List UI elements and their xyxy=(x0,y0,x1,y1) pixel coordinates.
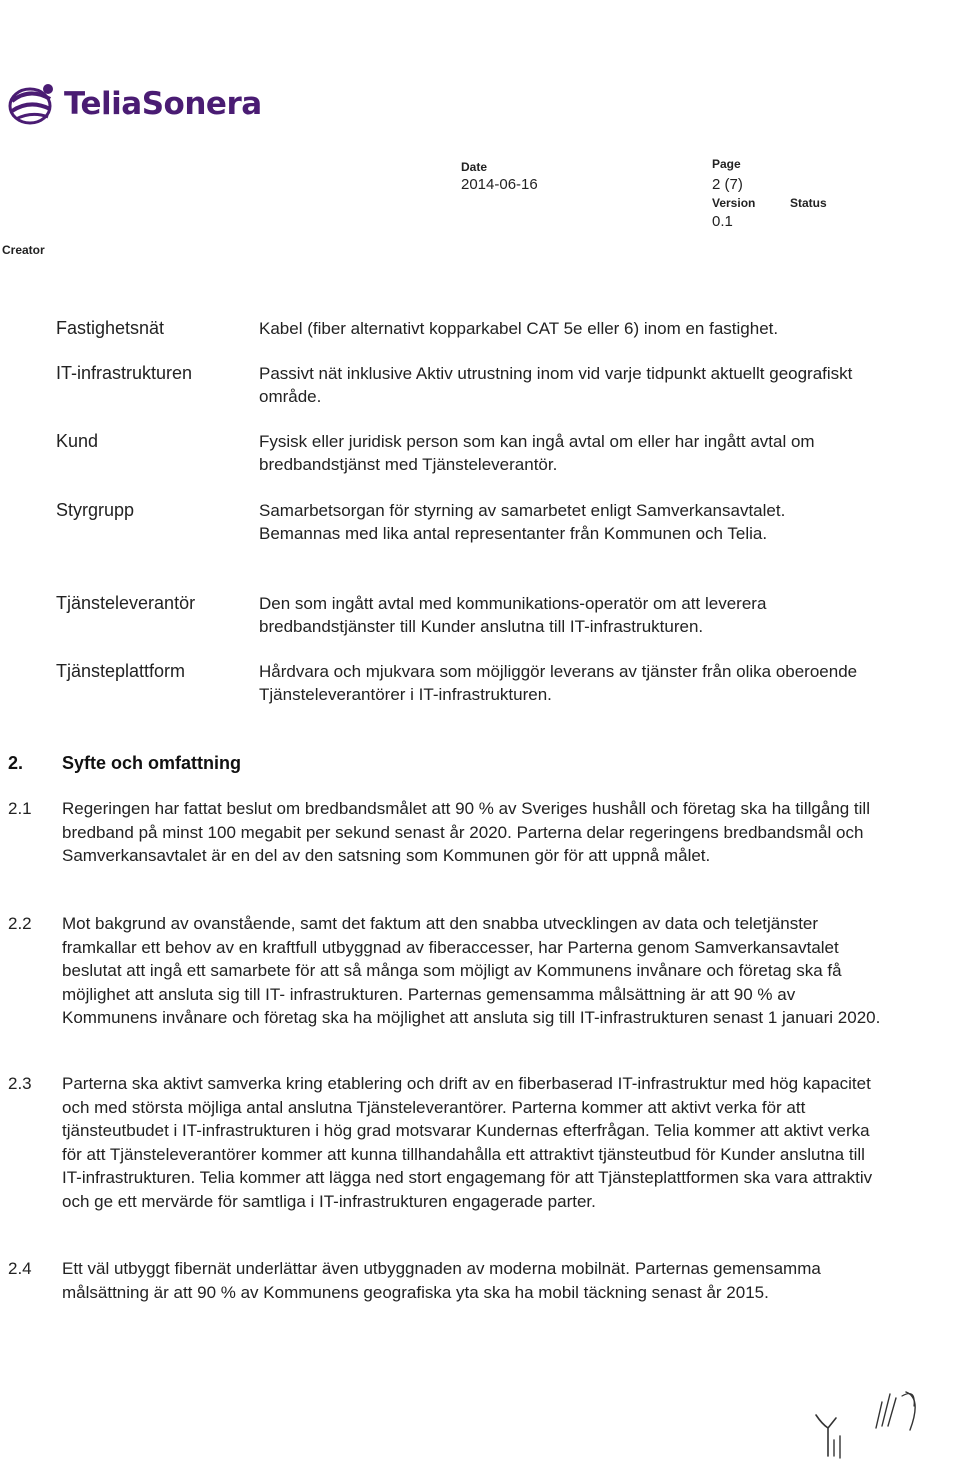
section-number: 2. xyxy=(8,753,24,773)
definition-term: Tjänsteleverantör xyxy=(56,593,196,613)
paragraph-text: Ett väl utbyggt fibernät underlättar även utbyggnaden av moderna mobilnät. Parternas gemensamma målsättning är att 90 % av Kommunens geografiska yta ska ha mobil täckning senast år 2015. xyxy=(62,1259,821,1302)
definition-desc: Passivt nät inklusive Aktiv utrustning inom vid varje tidpunkt aktuellt geografiskt område. xyxy=(259,364,853,406)
date-label: Date xyxy=(461,160,488,174)
page-label: Page xyxy=(712,157,741,171)
teliasonera-logo xyxy=(4,78,262,130)
definition-desc: Fysisk eller juridisk person som kan ingå avtal om eller har ingått avtal om bredbandstjänst med Tjänsteleverantör. xyxy=(259,432,815,474)
definition-term: Tjänsteplattform xyxy=(56,661,186,681)
paragraph-number: 2.3 xyxy=(8,1074,32,1093)
version-label: Version xyxy=(712,196,756,210)
page-value: 2 (7) xyxy=(712,176,743,193)
definition-term: Kund xyxy=(56,431,99,451)
definition-desc: Hårdvara och mjukvara som möjliggör leverans av tjänster från olika oberoende Tjänsteleverantörer i IT-infrastrukturen. xyxy=(259,662,858,704)
definition-desc: Kabel (fiber alternativt kopparkabel CAT 5e eller 6) inom en fastighet. xyxy=(259,319,779,338)
status-label: Status xyxy=(790,196,827,210)
brand-name: TeliaSonera xyxy=(64,86,262,122)
definition-desc: Den som ingått avtal med kommunikations-operatör om att leverera bredbandstjänster till Kunder anslutna till IT-infrastrukturen. xyxy=(259,594,767,636)
version-value: 0.1 xyxy=(712,213,733,230)
definition-term: Fastighetsnät xyxy=(56,318,165,338)
paragraph-text: Mot bakgrund av ovanstående, samt det faktum att den snabba utvecklingen av data och teletjänster framkallar ett behov av en kraftfull utbyggnad av fiberaccesser, har Parterna genom Samverkansavtalet beslutat att ingå ett samarbete för att så många som möjligt av Kommunens invånare och företag ska få möjlighet att ansluta sig till IT- infrastrukturen. Parternas gemensamma målsättning är att 90 % av Kommunens invånare och företag ska ha möjlighet att ansluta sig till IT-infrastrukturen senast 1 januari 2020. xyxy=(62,914,881,1027)
paragraph-text: Parterna ska aktivt samverka kring etablering och drift av en fiberbaserad IT-infrastruktur med hög kapacitet och med största möjliga antal anslutna Tjänsteleverantörer. Parterna kommer att aktivt verka för att tjänsteutbudet i IT-infrastrukturen i hög grad motsvarar Kundernas efterfrågan. Telia kommer att aktivt verka för att Tjänsteleverantörer kommer att kunna tillhandahålla ett attraktivt tjänsteutbud för Kunder anslutna till IT-infrastrukturen. Telia kommer att lägga ned stort engagemang för att Tjänsteplattformen ska vara attraktiv och ge ett mervärde för samtliga i IT-infrastrukturen engagerade parter. xyxy=(62,1074,873,1211)
creator-label: Creator xyxy=(2,243,45,257)
handwritten-initials-signature xyxy=(806,1380,936,1460)
paragraph-text: Regeringen har fattat beslut om bredbandsmålet att 90 % av Sveriges hushåll och företag ska ha tillgång till bredband på minst 100 megabit per sekund senast år 2020. Parterna delar regeringens bredbandsmål och Samverkansavtalet är en del av den satsning som Kommunen gör för att uppnå målet. xyxy=(62,799,870,865)
teliasonera-globe-icon xyxy=(4,79,60,129)
paragraph-number: 2.1 xyxy=(8,799,32,818)
paragraph-number: 2.2 xyxy=(8,914,32,933)
definition-term: IT-infrastrukturen xyxy=(56,363,193,383)
paragraph-number: 2.4 xyxy=(8,1259,32,1278)
section-title: Syfte och omfattning xyxy=(62,753,241,773)
definition-desc: Samarbetsorgan för styrning av samarbetet enligt Samverkansavtalet. Bemannas med lika antal representanter från Kommunen och Telia. xyxy=(259,501,786,543)
definition-term: Styrgrupp xyxy=(56,500,135,520)
date-value: 2014-06-16 xyxy=(461,176,538,193)
